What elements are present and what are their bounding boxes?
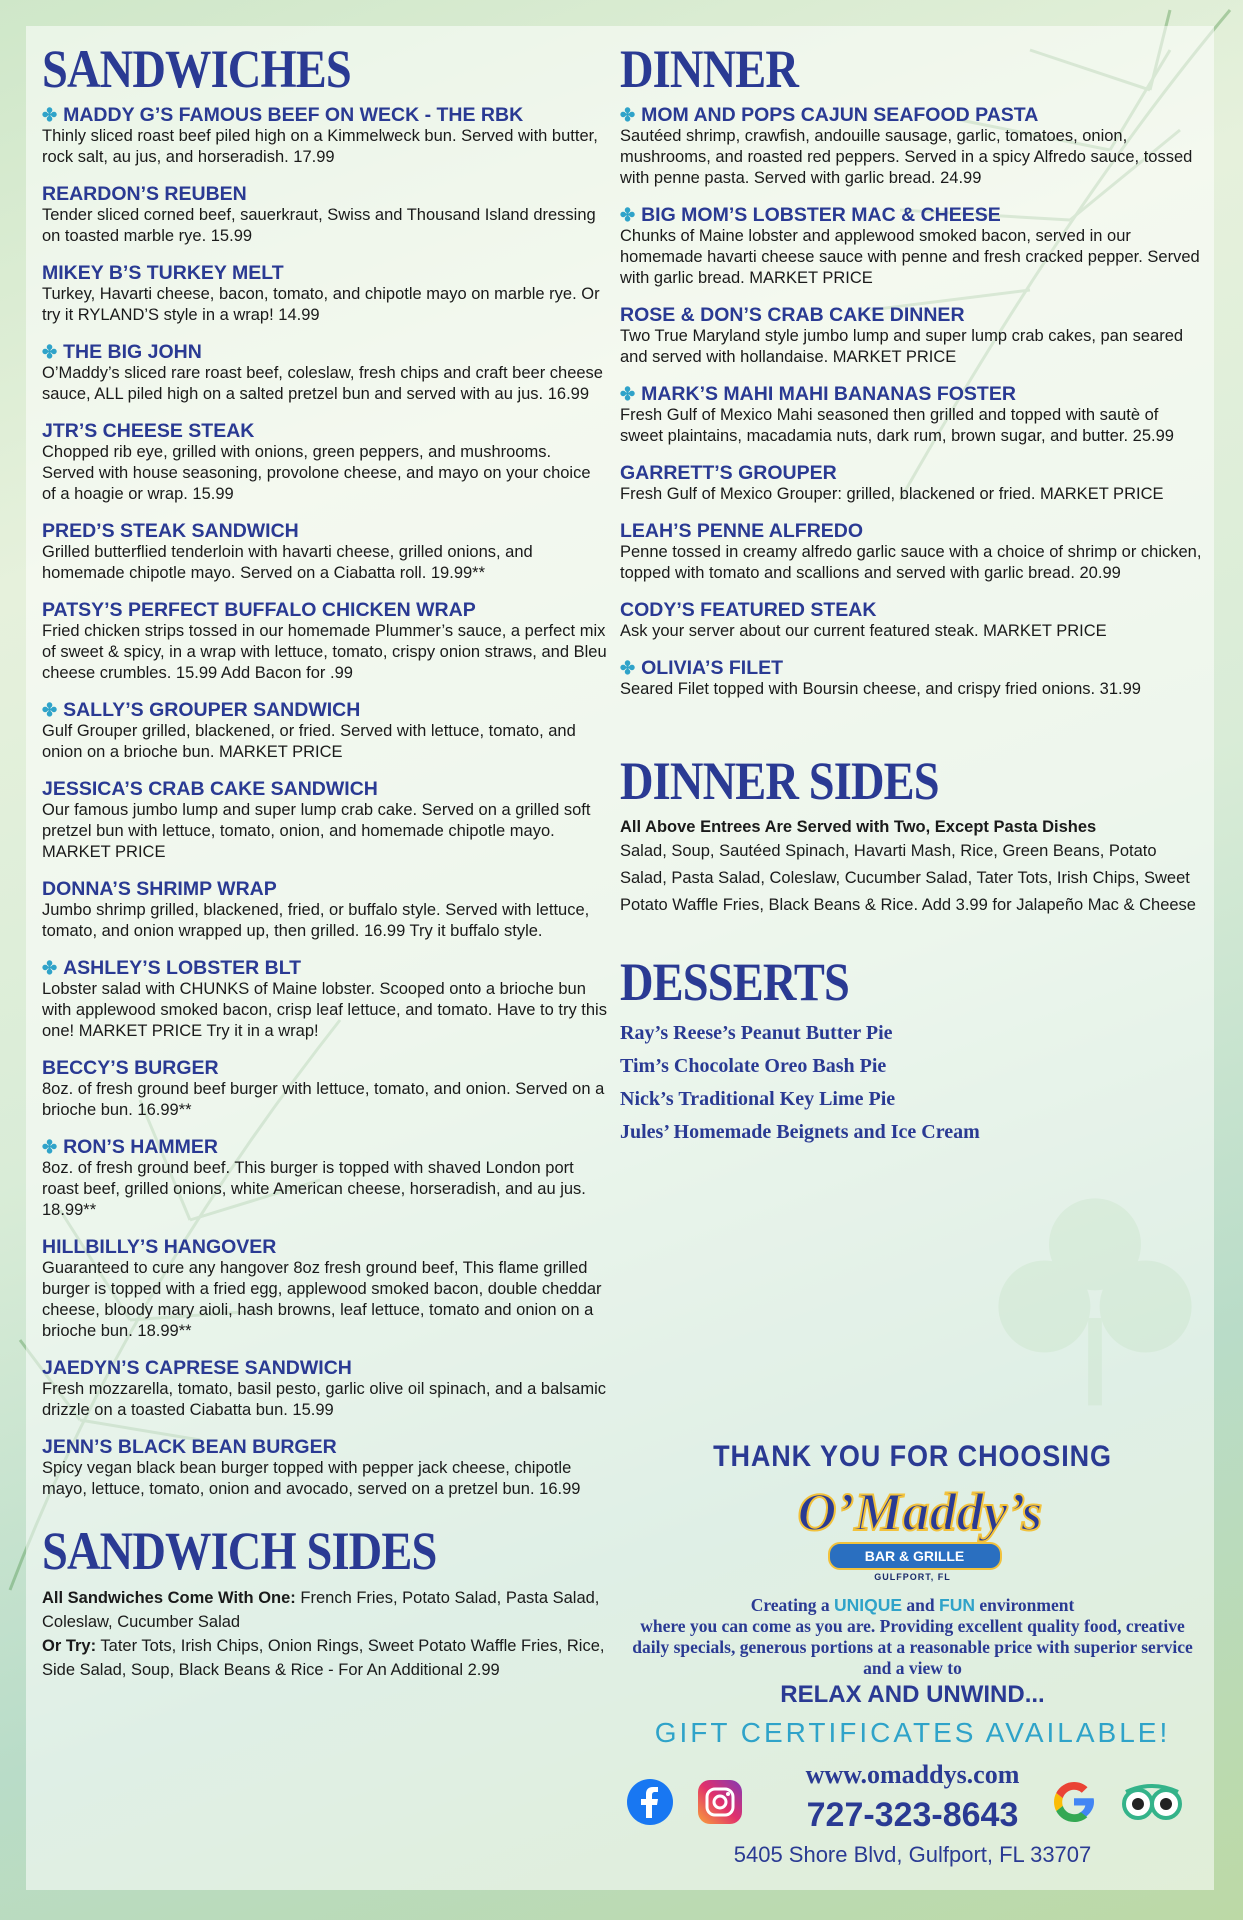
menu-item-title: JAEDYN’S CAPRESE SANDWICH bbox=[42, 1357, 352, 1379]
menu-item-description: Sautéed shrimp, crawfish, andouille sausage, garlic, tomatoes, onion, mushrooms, and roasted red peppers. Served in a spicy Alfredo sauce, tossed with penne pasta. Served with garlic bread. 24.99 bbox=[620, 127, 1193, 187]
logo-wordmark: O’Maddy’s bbox=[797, 1482, 1043, 1542]
menu-item-description: Chopped rib eye, grilled with onions, green peppers, and mushrooms. Served with house seasoning, provolone cheese, and mayo on your choice of a hoagie or wrap. 15.99 bbox=[42, 443, 591, 503]
menu-item-description: Grilled butterflied tenderloin with havarti cheese, grilled onions, and homemade chipotle mayo. Served on a Ciabatta roll. 19.99** bbox=[42, 543, 533, 582]
menu-item-name bbox=[42, 1357, 607, 1379]
menu-item-title: LEAH’S PENNE ALFREDO bbox=[620, 520, 864, 542]
menu-item bbox=[42, 1057, 607, 1121]
menu-item bbox=[42, 1357, 607, 1421]
menu-item-name bbox=[42, 341, 607, 363]
contact-block bbox=[620, 1760, 1205, 1870]
facebook-icon[interactable] bbox=[626, 1778, 674, 1826]
menu-item-title: JTR’S CHEESE STEAK bbox=[42, 420, 255, 442]
menu-item bbox=[42, 878, 607, 942]
sandwich-sides-options: French Fries, Potato Salad, Pasta Salad, Coleslaw, Cucumber Salad bbox=[42, 1589, 600, 1631]
menu-item-name bbox=[42, 104, 607, 126]
menu-item-title: GARRETT’S GROUPER bbox=[620, 462, 837, 484]
menu-item-description: Penne tossed in creamy alfredo garlic sauce with a choice of shrimp or chicken, topped with tomato and scallions and served with garlic bread. 20.99 bbox=[620, 543, 1202, 582]
menu-item bbox=[620, 304, 1205, 368]
website-link[interactable]: www.omaddys.com bbox=[805, 1760, 1020, 1789]
thank-you-block bbox=[620, 1440, 1205, 1749]
menu-item-title: BIG MOM’S LOBSTER MAC & CHEESE bbox=[641, 204, 1001, 226]
menu-item bbox=[42, 341, 607, 405]
menu-item-title: MOM AND POPS CAJUN SEAFOOD PASTA bbox=[641, 104, 1039, 126]
sandwiches-heading: SANDWICHES bbox=[42, 39, 351, 99]
desserts-heading: DESSERTS bbox=[620, 952, 849, 1012]
menu-item-name bbox=[42, 878, 607, 900]
menu-item-title: DONNA’S SHRIMP WRAP bbox=[42, 878, 277, 900]
right-column bbox=[620, 40, 1205, 1149]
menu-item-name bbox=[42, 599, 607, 621]
menu-item-description: Fresh Gulf of Mexico Grouper: grilled, blackened or fried. MARKET PRICE bbox=[620, 485, 1164, 503]
menu-item-name bbox=[42, 1136, 607, 1158]
menu-item-description: Jumbo shrimp grilled, blackened, fried, or buffalo style. Served with lettuce, tomato, and onion wrapped up, then grilled. 16.99 Try it buffalo style. bbox=[42, 901, 590, 940]
menu-item bbox=[42, 957, 607, 1042]
menu-item-title: BECCY’S BURGER bbox=[42, 1057, 219, 1079]
menu-item-name bbox=[42, 1057, 607, 1079]
logo-bar-grille: BAR & GRILLE bbox=[828, 1542, 1002, 1570]
menu-item-title: MARK’S MAHI MAHI BANANAS FOSTER bbox=[641, 383, 1016, 405]
menu-item-title: MIKEY B’S TURKEY MELT bbox=[42, 262, 284, 284]
menu-item bbox=[620, 599, 1205, 642]
menu-item-title: JESSICA’S CRAB CAKE SANDWICH bbox=[42, 778, 378, 800]
left-column bbox=[42, 40, 607, 1682]
menu-item-description: Spicy vegan black bean burger topped with pepper jack cheese, chipotle mayo, lettuce, tomato, onion and avocado, served on a pretzel bun. 16.99 bbox=[42, 1459, 581, 1498]
mission-part: and bbox=[902, 1595, 939, 1615]
menu-item bbox=[42, 778, 607, 863]
clover-icon: ✤ bbox=[42, 1137, 58, 1157]
clover-icon: ✤ bbox=[620, 105, 636, 125]
clover-icon: ✤ bbox=[620, 205, 636, 225]
dinner-sides-text: Salad, Soup, Sautéed Spinach, Havarti Mash, Rice, Green Beans, Potato Salad, Pasta Salad, Coleslaw, Cucumber Salad, Tater Tots, Irish Chips, Sweet Potato Waffle Fries, Black Beans & Rice. Add 3.99 for Jalapeño Mac & Cheese bbox=[620, 842, 1196, 914]
menu-item bbox=[42, 699, 607, 763]
menu-item-title: JENN’S BLACK BEAN BURGER bbox=[42, 1436, 337, 1458]
menu-item-title: OLIVIA’S FILET bbox=[641, 657, 784, 679]
instagram-icon[interactable] bbox=[696, 1778, 744, 1826]
menu-item-description: Tender sliced corned beef, sauerkraut, Swiss and Thousand Island dressing on toasted marble rye. 15.99 bbox=[42, 206, 596, 245]
menu-item-title: REARDON’S REUBEN bbox=[42, 183, 247, 205]
menu-item-name bbox=[42, 183, 607, 205]
menu-item-title: HILLBILLY’S HANGOVER bbox=[42, 1236, 277, 1258]
menu-item-description: Two True Maryland style jumbo lump and super lump crab cakes, pan seared and served with hollandaise. MARKET PRICE bbox=[620, 327, 1184, 366]
menu-item-name bbox=[42, 420, 607, 442]
menu-item-name bbox=[42, 1436, 607, 1458]
menu-item-description: Lobster salad with CHUNKS of Maine lobster. Scooped onto a brioche bun with applewood smoked bacon, crisp leaf lettuce, and tomato. Have to try this one! MARKET PRICE Try it in a wrap! bbox=[42, 980, 607, 1040]
menu-item bbox=[42, 420, 607, 505]
menu-item bbox=[42, 1436, 607, 1500]
menu-item-description: O’Maddy’s sliced rare roast beef, coleslaw, fresh chips and craft beer cheese sauce, ALL piled high on a salted pretzel bun and served with au jus. 16.99 bbox=[42, 364, 603, 403]
menu-item-name bbox=[42, 262, 607, 284]
menu-item-name bbox=[620, 657, 1205, 679]
clover-icon: ✤ bbox=[620, 384, 636, 404]
clover-icon: ✤ bbox=[42, 342, 58, 362]
menu-item-name bbox=[42, 778, 607, 800]
clover-icon: ✤ bbox=[620, 658, 636, 678]
dinner-heading: DINNER bbox=[620, 39, 799, 99]
menu-item-title: MADDY G’S FAMOUS BEEF ON WECK - THE RBK bbox=[63, 104, 524, 126]
clover-icon: ✤ bbox=[42, 700, 58, 720]
mission-body: where you can come as you are. Providing excellent quality food, creative daily specials, generous portions at a reasonable price with superior service and a view to bbox=[632, 1616, 1193, 1678]
tripadvisor-icon[interactable] bbox=[1120, 1778, 1184, 1826]
menu-item bbox=[42, 104, 607, 168]
menu-item-name bbox=[42, 957, 607, 979]
menu-item-description: Ask your server about our current featured steak. MARKET PRICE bbox=[620, 622, 1107, 640]
mission-unique: UNIQUE bbox=[833, 1595, 903, 1615]
menu-item-title: PRED’S STEAK SANDWICH bbox=[42, 520, 299, 542]
dessert-item: Nick’s Traditional Key Lime Pie bbox=[620, 1088, 896, 1110]
mission-part: Creating a bbox=[750, 1595, 834, 1615]
menu-item-name bbox=[620, 462, 1205, 484]
menu-item-title: RON’S HAMMER bbox=[63, 1136, 219, 1158]
gift-certificates-notice: GIFT CERTIFICATES AVAILABLE! bbox=[654, 1717, 1171, 1748]
menu-item bbox=[620, 520, 1205, 584]
menu-item bbox=[620, 657, 1205, 700]
dessert-item: Tim’s Chocolate Oreo Bash Pie bbox=[620, 1055, 887, 1077]
dessert-list bbox=[620, 1017, 1205, 1149]
mission-part: environment bbox=[974, 1595, 1075, 1615]
menu-item-description: Fresh mozzarella, tomato, basil pesto, garlic olive oil spinach, and a balsamic drizzle on a toasted Ciabatta bun. 15.99 bbox=[42, 1380, 607, 1419]
dinner-sides-lead: All Above Entrees Are Served with Two, Except Pasta Dishes bbox=[620, 818, 1097, 836]
menu-item bbox=[620, 104, 1205, 189]
sandwich-sides-extra-options: Tater Tots, Irish Chips, Onion Rings, Sweet Potato Waffle Fries, Rice, Side Salad, Soup, Black Beans & Rice - For An Additional 2.99 bbox=[42, 1637, 605, 1679]
menu-item bbox=[620, 383, 1205, 447]
sandwich-sides-extra-lead: Or Try: bbox=[42, 1637, 97, 1655]
address: 5405 Shore Blvd, Gulfport, FL 33707 bbox=[733, 1842, 1092, 1867]
menu-item-title: PATSY’S PERFECT BUFFALO CHICKEN WRAP bbox=[42, 599, 476, 621]
logo-city: GULFPORT, FL bbox=[874, 1572, 951, 1582]
menu-item-name bbox=[620, 104, 1205, 126]
menu-item-name bbox=[620, 383, 1205, 405]
menu-item-description: Fresh Gulf of Mexico Mahi seasoned then grilled and topped with sautè of sweet plaintains, macadamia nuts, dark rum, brown sugar, and butter. 25.99 bbox=[620, 406, 1174, 445]
menu-item bbox=[620, 462, 1205, 505]
menu-item bbox=[42, 262, 607, 326]
sandwich-sides-text bbox=[42, 1586, 607, 1682]
dinner-sides-heading: DINNER SIDES bbox=[620, 751, 939, 811]
menu-item-description: 8oz. of fresh ground beef. This burger is topped with shaved London port roast beef, grilled onions, white American cheese, horseradish, and au jus. 18.99** bbox=[42, 1159, 586, 1219]
menu-item-name bbox=[620, 599, 1205, 621]
menu-item-title: THE BIG JOHN bbox=[63, 341, 202, 363]
dinner-list bbox=[620, 104, 1205, 700]
menu-item-description: Our famous jumbo lump and super lump crab cake. Served on a grilled soft pretzel bun with lettuce, tomato, onion, and homemade chipotle mayo. MARKET PRICE bbox=[42, 801, 591, 861]
dessert-item: Jules’ Homemade Beignets and Ice Cream bbox=[620, 1121, 980, 1143]
sandwich-sides-lead: All Sandwiches Come With One: bbox=[42, 1589, 296, 1607]
menu-item-name bbox=[620, 304, 1205, 326]
menu-item-name bbox=[42, 1236, 607, 1258]
menu-item-description: Chunks of Maine lobster and applewood smoked bacon, served in our homemade havarti cheese sauce with penne and fresh cracked pepper. Served with garlic bread. MARKET PRICE bbox=[620, 227, 1200, 287]
menu-item bbox=[42, 520, 607, 584]
menu-item-title: ROSE & DON’S CRAB CAKE DINNER bbox=[620, 304, 965, 326]
menu-item-name bbox=[620, 520, 1205, 542]
menu-item-description: Fried chicken strips tossed in our homemade Plummer’s sauce, a perfect mix of sweet & spicy, in a wrap with lettuce, tomato, crispy onion straws, and Bleu cheese crumbles. 15.99 Add Bacon for .99 bbox=[42, 622, 607, 682]
menu-item-description: Thinly sliced roast beef piled high on a Kimmelweck bun. Served with butter, rock salt, au jus, and horseradish. 17.99 bbox=[42, 127, 598, 166]
relax-tagline: RELAX AND UNWIND... bbox=[780, 1681, 1045, 1708]
menu-item-title: ASHLEY’S LOBSTER BLT bbox=[63, 957, 302, 979]
menu-item-title: SALLY’S GROUPER SANDWICH bbox=[63, 699, 361, 721]
dessert-item: Ray’s Reese’s Peanut Butter Pie bbox=[620, 1022, 893, 1044]
sandwich-list bbox=[42, 104, 607, 1500]
sandwich-sides-heading: SANDWICH SIDES bbox=[42, 1521, 437, 1581]
menu-item bbox=[42, 1136, 607, 1221]
mission-statement bbox=[620, 1595, 1205, 1679]
google-icon[interactable] bbox=[1050, 1778, 1098, 1826]
omaddys-logo bbox=[797, 1480, 1043, 1590]
menu-item-description: Seared Filet topped with Boursin cheese, and crispy fried onions. 31.99 bbox=[620, 680, 1141, 698]
menu-item-name bbox=[620, 204, 1205, 226]
clover-icon: ✤ bbox=[42, 958, 58, 978]
menu-item bbox=[620, 204, 1205, 289]
thank-you-heading: THANK YOU FOR CHOOSING bbox=[713, 1440, 1112, 1473]
menu-item-description: 8oz. of fresh ground beef burger with lettuce, tomato, and onion. Served on a brioche bun. 16.99** bbox=[42, 1080, 605, 1119]
menu-item-description: Guaranteed to cure any hangover 8oz fresh ground beef, This flame grilled burger is topped with a fried egg, applewood smoked bacon, double cheddar cheese, bloody mary aioli, hash browns, leaf lettuce, tomato and onion on a brioche bun. 18.99** bbox=[42, 1259, 602, 1340]
mission-fun: FUN bbox=[939, 1595, 975, 1615]
menu-item bbox=[42, 1236, 607, 1342]
menu-item-name bbox=[42, 699, 607, 721]
menu-item bbox=[42, 599, 607, 684]
clover-icon: ✤ bbox=[42, 105, 58, 125]
menu-item-description: Gulf Grouper grilled, blackened, or fried. Served with lettuce, tomato, and onion on a brioche bun. MARKET PRICE bbox=[42, 722, 576, 761]
menu-item-description: Turkey, Havarti cheese, bacon, tomato, and chipotle mayo on marble rye. Or try it RYLAND’S style in a wrap! 14.99 bbox=[42, 285, 600, 324]
menu-item-title: CODY’S FEATURED STEAK bbox=[620, 599, 877, 621]
menu-item-name bbox=[42, 520, 607, 542]
phone-number[interactable]: 727-323-8643 bbox=[806, 1796, 1019, 1834]
menu-item bbox=[42, 183, 607, 247]
